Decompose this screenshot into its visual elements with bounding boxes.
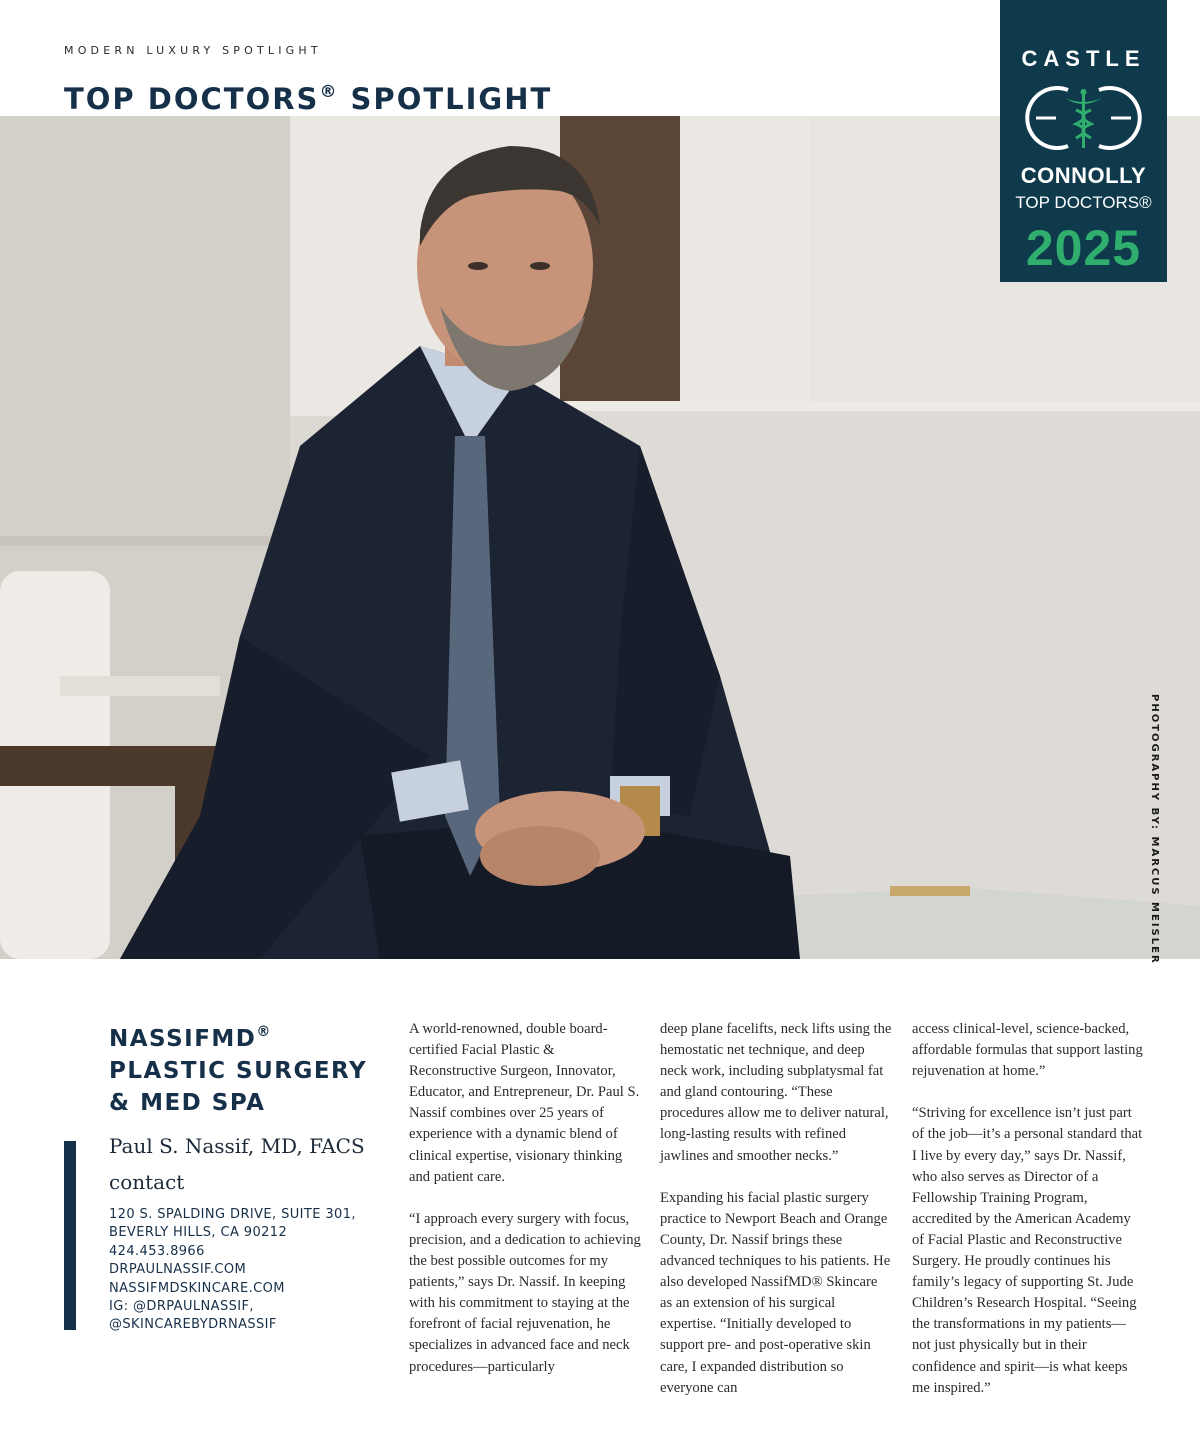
caduceus-icon: [1018, 84, 1149, 152]
article-paragraph: A world-renowned, double board-certified Facial Plastic & Reconstructive Surgeon, Innovator, Educator, and Entrepreneur, Dr. Paul S. Nassif combines over 25 years of experience with a dynamic blend of clinical expertise, visionary thinking and patient care.: [409, 1021, 640, 1185]
badge-line-top-doctors: TOP DOCTORS®: [1015, 193, 1152, 212]
article-paragraph: Expanding his facial plastic surgery practice to Newport Beach and Orange County, Dr. Nassif brings these advanced techniques to his patients. He also developed NassifMD® Skincare as an extension of his surgical expertise. “Initially developed to support pre- and post-operative skin care, I expanded distribution so everyone can: [660, 1189, 891, 1396]
practice-name-line2: PLASTIC SURGERY: [109, 1058, 368, 1084]
article-paragraph: “I approach every surgery with focus, precision, and a dedication to achieving the best possible outcomes for my patients,” says Dr. Nassif. In keeping with his commitment to staying at the forefront of facial rejuvenation, he specializes in advanced face and neck procedures—particularly: [409, 1210, 641, 1375]
contact-website: DRPAULNASSIF.COM: [109, 1262, 247, 1278]
contact-instagram-skincare: @SKINCAREBYDRNASSIF: [109, 1317, 277, 1333]
contact-instagram: IG: @DRPAULNASSIF,: [109, 1299, 254, 1315]
photo-credit: PHOTOGRAPHY BY: MARCUS MEISLER: [1149, 694, 1160, 965]
page-title-text: TOP DOCTORS: [64, 82, 320, 116]
contact-skincare-website: NASSIFMDSKINCARE.COM: [109, 1280, 285, 1296]
doctor-name: Paul S. Nassif, MD, FACS: [109, 1134, 365, 1158]
castle-connolly-badge: [1000, 0, 1167, 282]
accent-bar: [64, 1141, 76, 1330]
article-column-1: [409, 1019, 641, 1399]
article-column-3: [912, 1019, 1144, 1420]
contact-details: [109, 1206, 356, 1335]
practice-name: [109, 1016, 367, 1119]
registered-mark: ®: [319, 82, 339, 102]
practice-registered-mark: ®: [256, 1024, 272, 1040]
badge-year: 2025: [1025, 220, 1142, 276]
practice-brand: NASSIFMD: [109, 1026, 257, 1052]
contact-address-line2: BEVERLY HILLS, CA 90212: [109, 1225, 288, 1241]
practice-name-line3: & MED SPA: [109, 1090, 266, 1116]
practice-name-line1: [109, 1016, 367, 1055]
article-paragraph: access clinical-level, science-backed, affordable formulas that support lasting rejuvenation at home.”: [912, 1021, 1143, 1080]
badge-line-connolly: CONNOLLY: [1020, 163, 1147, 188]
article-column-2: [660, 1019, 892, 1420]
section-kicker: MODERN LUXURY SPOTLIGHT: [64, 44, 322, 57]
page-title-suffix: SPOTLIGHT: [338, 82, 553, 116]
contact-phone: 424.453.8966: [109, 1243, 205, 1259]
article-paragraph: deep plane facelifts, neck lifts using the hemostatic net technique, and deep neck work, including subplatysmal fat and gland contouring. “These procedures allow me to deliver natural, long-lasting results with refined jawlines and smoother necks.”: [660, 1021, 892, 1164]
badge-line-castle: CASTLE: [1021, 46, 1146, 71]
article-paragraph: “Striving for excellence isn’t just part of the job—it’s a personal standard that I live by every day,” says Dr. Nassif, who also serves as Director of a Fellowship Training Program, accredited by the American Academy of Facial Plastic and Reconstructive Surgery. He proudly continues his family’s legacy of supporting St. Jude Children’s Research Hospital. “Seeing the transformations in my patients—not just physically but in their confidence and spirit—is what keeps me inspired.”: [912, 1105, 1143, 1396]
page-title: [64, 82, 552, 116]
contact-heading: contact: [109, 1170, 185, 1194]
contact-address-line1: 120 S. SPALDING DRIVE, SUITE 301,: [109, 1207, 356, 1222]
